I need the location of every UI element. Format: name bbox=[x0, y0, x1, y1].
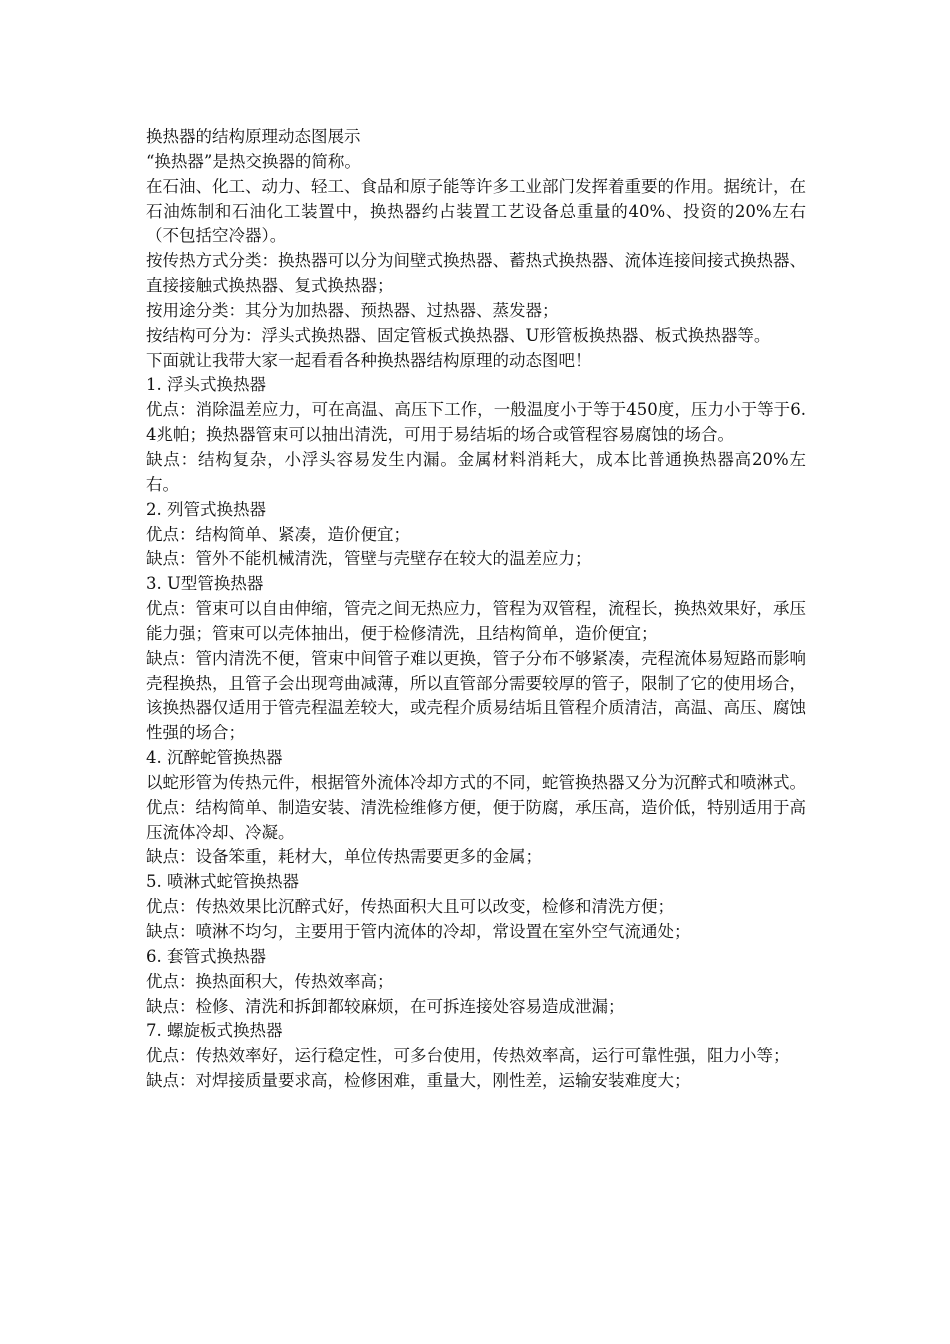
advantages-3: 优点：管束可以自由伸缩，管壳之间无热应力，管程为双管程，流程长，换热效果好，承压能力强；管束可以壳体抽出，便于检修清洗，且结构简单，造价便宜； bbox=[146, 599, 806, 643]
section-heading-2: 2. 列管式换热器 bbox=[146, 499, 266, 519]
section-heading-1: 1. 浮头式换热器 bbox=[146, 375, 266, 395]
disadvantages-1: 缺点：结构复杂，小浮头容易发生内漏。金属材料消耗大，成本比普通换热器高20%左右。 bbox=[146, 449, 806, 494]
disadvantages-7: 缺点：对焊接质量要求高，检修困难，重量大，刚性差，运输安装难度大； bbox=[146, 1071, 691, 1091]
section-heading-4: 4. 沉醉蛇管换热器 bbox=[146, 748, 283, 768]
disadvantages-2: 缺点：管外不能机械清洗，管壁与壳壁存在较大的温差应力； bbox=[146, 549, 592, 569]
paragraph-classification-heat-transfer: 按传热方式分类：换热器可以分为间壁式换热器、蓄热式换热器、流体连接间接式换热器、直接接触式换热器、复式换热器； bbox=[146, 251, 806, 296]
disadvantages-3: 缺点：管内清洗不便，管束中间管子难以更换，管子分布不够紧凑，壳程流体易短路而影响壳程换热，且管子会出现弯曲减薄，所以直管部分需要较厚的管子，限制了它的使用场合，该换热器仅适用于管壳程温差较大，或壳程介质易结垢且管程介质清洁，高温、高压、腐蚀性强的场合； bbox=[146, 648, 806, 743]
section-heading-6: 6. 套管式换热器 bbox=[146, 946, 266, 966]
advantages-4: 优点：结构简单、制造安装、清洗检维修方便，便于防腐，承压高，造价低，特别适用于高压流体冷却、冷凝。 bbox=[146, 797, 806, 842]
section-heading-3: 3. U型管换热器 bbox=[146, 574, 264, 594]
advantages-2: 优点：结构简单、紧凑，造价便宜； bbox=[146, 524, 410, 544]
paragraph-classification-structure: 按结构可分为：浮头式换热器、固定管板式换热器、U形管板换热器、板式换热器等。 bbox=[146, 325, 771, 345]
paragraph-intro: 下面就让我带大家一起看看各种换热器结构原理的动态图吧！ bbox=[146, 350, 592, 370]
advantages-7: 优点：传热效率好，运行稳定性，可多台使用，传热效率高，运行可靠性强，阻力小等； bbox=[146, 1046, 790, 1066]
paragraph-definition: “换热器”是热交换器的简称。 bbox=[146, 151, 361, 171]
paragraph-usage: 在石油、化工、动力、轻工、食品和原子能等许多工业部门发挥着重要的作用。据统计，在石油炼制和石油化工装置中，换热器约占装置工艺设备总重量的40%、投资的20%左右（不包括空冷器）。 bbox=[146, 176, 806, 246]
advantages-1: 优点：消除温差应力，可在高温、高压下工作，一般温度小于等于450度，压力小于等于6.4兆帕；换热器管束可以抽出清洗，可用于易结垢的场合或管程容易腐蚀的场合。 bbox=[146, 400, 806, 445]
advantages-5: 优点：传热效果比沉醉式好，传热面积大且可以改变，检修和清洗方便； bbox=[146, 897, 674, 917]
disadvantages-5: 缺点：喷淋不均匀，主要用于管内流体的冷却，常设置在室外空气流通处； bbox=[146, 922, 691, 941]
description-4: 以蛇形管为传热元件，根据管外流体冷却方式的不同，蛇管换热器又分为沉醉式和喷淋式。 bbox=[146, 772, 806, 792]
section-heading-5: 5. 喷淋式蛇管换热器 bbox=[146, 872, 299, 892]
disadvantages-4: 缺点：设备笨重，耗材大，单位传热需要更多的金属； bbox=[146, 847, 542, 867]
document-body bbox=[146, 125, 806, 1094]
advantages-6: 优点：换热面积大，传热效率高； bbox=[146, 971, 394, 991]
document-title: 换热器的结构原理动态图展示 bbox=[146, 127, 361, 146]
paragraph-classification-purpose: 按用途分类：其分为加热器、预热器、过热器、蒸发器； bbox=[146, 300, 559, 320]
disadvantages-6: 缺点：检修、清洗和拆卸都较麻烦，在可拆连接处容易造成泄漏； bbox=[146, 996, 625, 1016]
section-heading-7: 7. 螺旋板式换热器 bbox=[146, 1021, 283, 1041]
